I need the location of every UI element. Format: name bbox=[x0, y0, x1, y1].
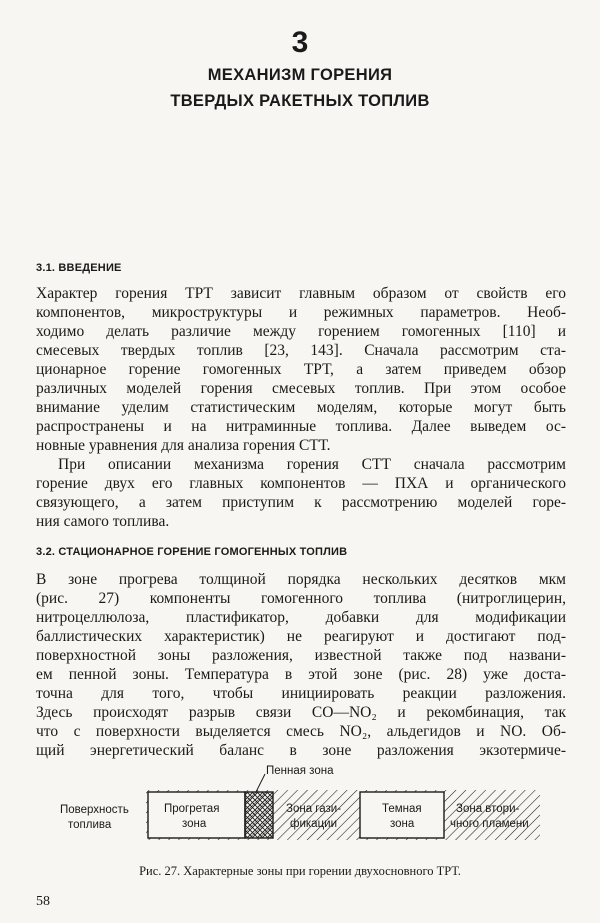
gasification-zone-label-line-2: фикации bbox=[290, 818, 337, 830]
text-line: Здесь происходят разрыв связи CO—NO₂ и рекомбинация, так bbox=[36, 704, 566, 721]
secondary-flame-label-line-2: чного пламени bbox=[450, 818, 529, 830]
text-line: новные уравнения для анализа горения СТТ. bbox=[36, 437, 331, 454]
paragraph-stationary-combustion bbox=[36, 570, 566, 760]
text-line: распространены и на нитраминные топлива. Далее выведем ос- bbox=[36, 418, 566, 435]
fuel-surface-label-line-1: Поверхность bbox=[60, 804, 129, 816]
preheat-zone-label-line-2: зона bbox=[182, 818, 207, 830]
text-line: связующего, а затем приступим к рассмотрению моделей горе- bbox=[36, 494, 566, 511]
foam-zone-pointer bbox=[256, 774, 265, 792]
section-heading-introduction: 3.1. ВВЕДЕНИЕ bbox=[36, 262, 122, 274]
foam-zone-label: Пенная зона bbox=[266, 765, 334, 777]
page-number: 58 bbox=[36, 894, 50, 909]
text-line: баллистических характеристик) не реагируют и достигают под- bbox=[36, 628, 566, 645]
text-line: При описании механизма горения СТТ сначала рассмотрим bbox=[58, 456, 566, 473]
combustion-zones-diagram bbox=[60, 760, 540, 850]
fuel-surface-label-line-2: топлива bbox=[68, 819, 112, 831]
text-line: Характер горения ТРТ зависит главным образом от свойств его bbox=[36, 285, 566, 302]
secondary-flame-label-line-1: Зона втори- bbox=[456, 803, 520, 815]
text-line: точна для того, чтобы инициировать реакции разложения. bbox=[36, 685, 566, 702]
text-line: ем пенной зоны. Температура в этой зоне (рис. 28) уже доста- bbox=[36, 666, 566, 683]
figure-caption: Рис. 27. Характерные зоны при горении двухосновного ТРТ. bbox=[139, 864, 461, 878]
text-line: ходимо делать различие между горением гомогенных [110] и bbox=[36, 323, 566, 340]
chapter-title-line-2: ТВЕРДЫХ РАКЕТНЫХ ТОПЛИВ bbox=[170, 92, 430, 110]
chapter-title bbox=[0, 62, 600, 114]
text-line: внимание уделим статистическим моделям, которые могут быть bbox=[36, 399, 566, 416]
text-line: щий энергетический баланс в зоне разложения экзотермиче- bbox=[36, 742, 566, 759]
text-line: (рис. 27) компоненты гомогенного топлива (нитроглицерин, bbox=[36, 590, 566, 607]
preheat-zone-box bbox=[148, 792, 245, 838]
text-line: поверхностной зоны разложения, известной также под названи- bbox=[36, 647, 566, 664]
text-line: ционарное горение гомогенных ТРТ, а затем приведем обзор bbox=[36, 361, 566, 378]
paragraph-introduction-2 bbox=[36, 455, 566, 531]
text-line: компонентов, микроструктуры и режимных параметров. Необ- bbox=[36, 304, 566, 321]
paragraph-introduction-1 bbox=[36, 284, 566, 455]
text-line: различных моделей горения смесевых топлив. При этом особое bbox=[36, 380, 566, 397]
dark-zone-label-line-1: Темная bbox=[382, 803, 422, 815]
preheat-zone-label-line-1: Прогретая bbox=[164, 803, 220, 815]
chapter-number: 3 bbox=[291, 26, 309, 59]
dark-zone-box bbox=[360, 792, 444, 838]
text-line: горение двух его главных компонентов — ПХА и органического bbox=[36, 475, 566, 492]
dark-zone-label-line-2: зона bbox=[390, 818, 415, 830]
chapter-title-line-1: МЕХАНИЗМ ГОРЕНИЯ bbox=[207, 66, 393, 84]
text-line: В зоне прогрева толщиной порядка нескольких десятков мкм bbox=[36, 571, 566, 588]
text-line: ния самого топлива. bbox=[36, 513, 170, 530]
text-line: смесевых твердых топлив [23, 143]. Сначала рассмотрим ста- bbox=[36, 342, 566, 359]
foam-zone-box bbox=[245, 792, 273, 838]
text-line: нитроцеллюлоза, пластификатор, добавки для модификации bbox=[36, 609, 566, 626]
gasification-zone-label-line-1: Зона гази- bbox=[286, 803, 342, 815]
section-heading-stationary-combustion: 3.2. СТАЦИОНАРНОЕ ГОРЕНИЕ ГОМОГЕННЫХ ТОПЛИВ bbox=[36, 546, 348, 558]
text-line: что с поверхности выделяется смесь NO₂, альдегидов и NO. Об- bbox=[36, 723, 566, 740]
